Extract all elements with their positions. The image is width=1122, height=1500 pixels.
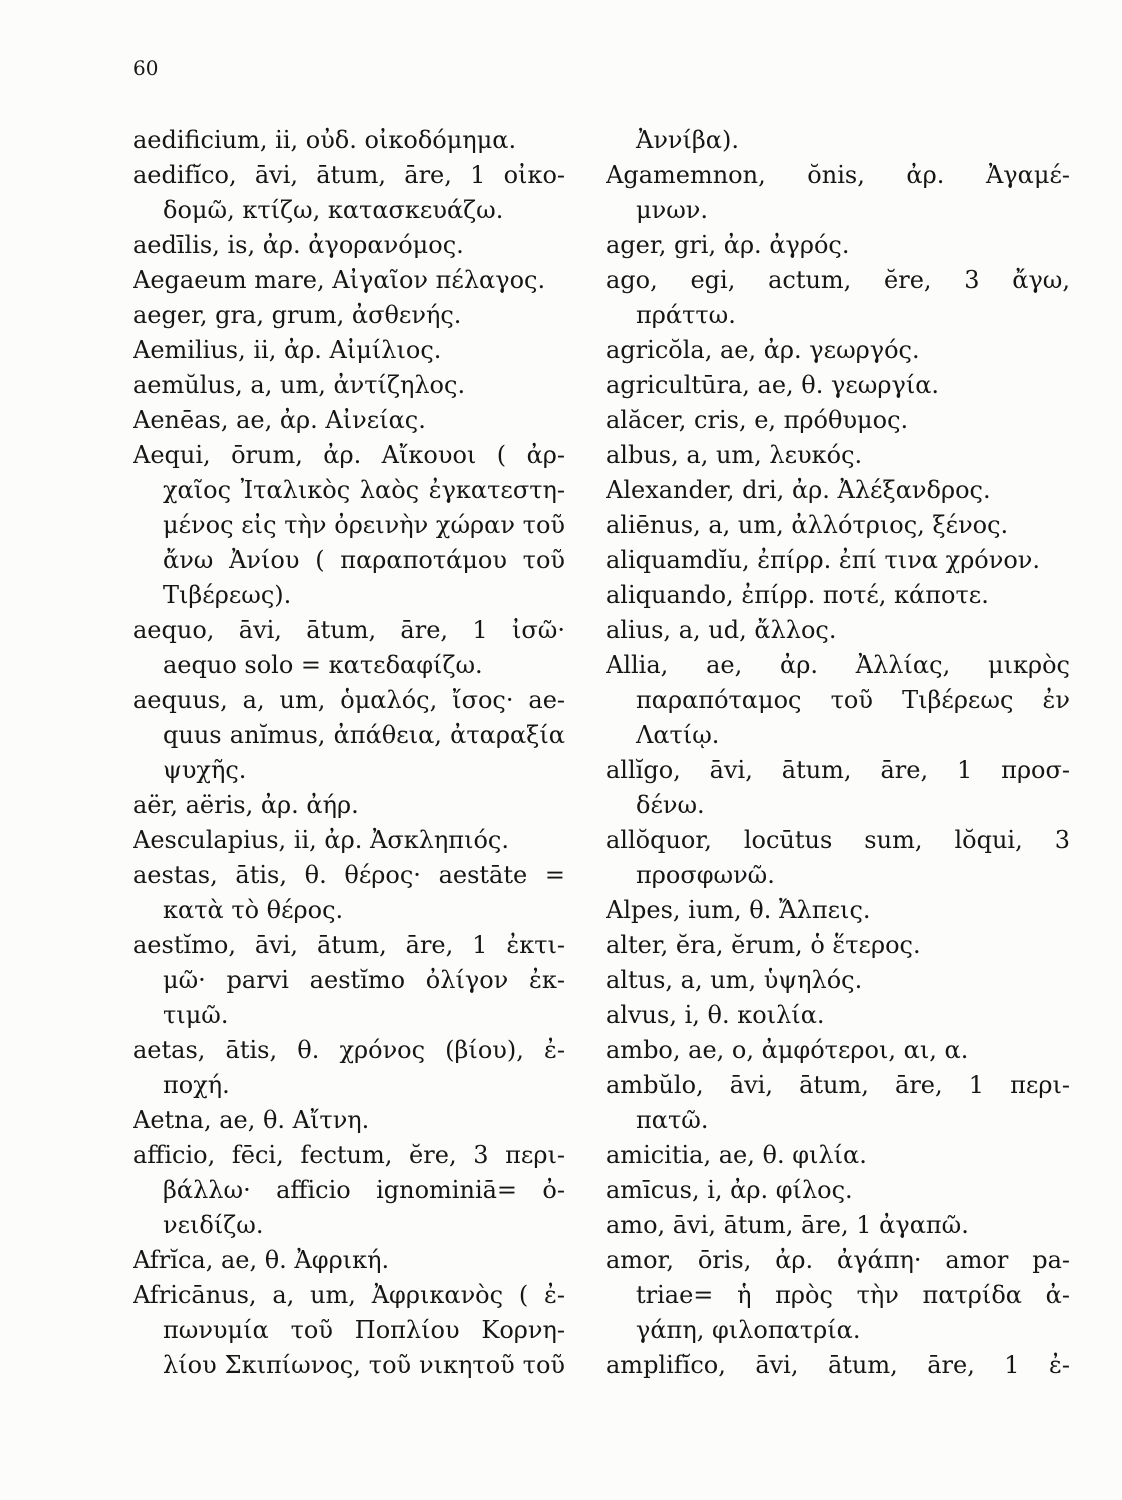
entry-line: δομῶ, κτίζω, κατασκευάζω. (163, 196, 504, 224)
entry-line: aequus, a, um, ὁμαλός, ἴσος· ae- (133, 686, 565, 714)
entry-line: Alpes, ium, θ. Ἄλπεις. (606, 896, 871, 924)
entry-line: Ἀννίβα). (636, 126, 739, 154)
entry-line: παραπόταμος τοῦ Τιβέρεως ἐν (636, 686, 1070, 714)
entry-line: Aequi, ōrum, ἀρ. Αἴκουοι ( ἀρ- (133, 441, 565, 469)
entry-line: πράττω. (636, 301, 736, 329)
entry-line: agricultūra, ae, θ. γεωργία. (606, 371, 940, 399)
entry-line: aliquamdĭu, ἐπίρρ. ἐπί τινα χρόνον. (606, 546, 1041, 574)
entry-line: amo, āvi, ātum, āre, 1 ἀγαπῶ. (606, 1211, 969, 1239)
entry-line: allŏquor, locūtus sum, lŏqui, 3 (606, 826, 1070, 854)
entry-line: aetas, ātis, θ. χρόνος (βίου), ἐ- (133, 1036, 565, 1064)
entry-line: afficio, fēci, fectum, ĕre, 3 περι- (133, 1141, 565, 1169)
entry-line: amīcus, i, ἀρ. φίλος. (606, 1176, 853, 1204)
entry-line: νειδίζω. (163, 1211, 264, 1239)
entry-line: Λατίῳ. (636, 721, 720, 749)
entry-line: aliēnus, a, um, ἀλλότριος, ξένος. (606, 511, 1009, 539)
entry-line: μῶ· parvi aestĭmo ὀλίγον ἐκ- (163, 966, 565, 994)
entry-line: alter, ĕra, ĕrum, ὁ ἕτερος. (606, 931, 921, 959)
entry-line: alvus, i, θ. κοιλία. (606, 1001, 825, 1029)
entry-line: χαῖος Ἰταλικὸς λαὸς ἐγκατεστη- (163, 476, 565, 504)
entry-line: Allia, ae, ἀρ. Ἀλλίας, μικρὸς (606, 651, 1070, 679)
entry-line: aestas, ātis, θ. θέρος· aestāte = (133, 861, 565, 889)
entry-line: κατὰ τὸ θέρος. (163, 896, 344, 924)
entry-line: amplifĭco, āvi, ātum, āre, 1 ἐ- (606, 1351, 1070, 1379)
entry-line: γάπη, φιλοπατρία. (636, 1316, 861, 1344)
entry-line: aequo solo = κατεδαφίζω. (163, 651, 483, 679)
entry-line: triae= ἡ πρὸς τὴν πατρίδα ἀ- (636, 1281, 1070, 1309)
entry-line: aedificium, ii, οὐδ. οἰκοδόμημα. (133, 126, 517, 154)
entry-line: προσφωνῶ. (636, 861, 775, 889)
entry-line: ἄνω Ἀνίου ( παραποτάμου τοῦ (163, 546, 565, 574)
entry-line: ambo, ae, o, ἀμφότεροι, αι, α. (606, 1036, 969, 1064)
entry-line: alius, a, ud, ἄλλος. (606, 616, 837, 644)
right-column (606, 123, 1070, 1383)
entry-line: alăcer, cris, e, πρόθυμος. (606, 406, 909, 434)
entry-line: aestĭmo, āvi, ātum, āre, 1 ἐκτι- (133, 931, 565, 959)
entry-line: aliquando, ἐπίρρ. ποτέ, κάποτε. (606, 581, 989, 609)
entry-line: allĭgo, āvi, ātum, āre, 1 προσ- (606, 756, 1070, 784)
entry-line: Τιβέρεως). (163, 581, 292, 609)
entry-line: albus, a, um, λευκός. (606, 441, 863, 469)
entry-line: Africānus, a, um, Ἀφρικανὸς ( ἐ- (133, 1281, 565, 1309)
entry-line: μνων. (636, 196, 708, 224)
entry-line: πατῶ. (636, 1106, 709, 1134)
entry-line: quus anĭmus, ἀπάθεια, ἀταραξία (163, 721, 565, 749)
entry-line: Aetna, ae, θ. Αἴτνη. (133, 1106, 370, 1134)
entry-line: μένος εἰς τὴν ὀρεινὴν χώραν τοῦ (163, 511, 565, 539)
entry-line: Aesculapius, ii, ἀρ. Ἀσκληπιός. (133, 826, 509, 854)
entry-line: aedīlis, is, ἀρ. ἀγορανόμος. (133, 231, 464, 259)
page-number: 60 (133, 56, 159, 80)
entry-line: aeger, gra, grum, ἀσθενής. (133, 301, 462, 329)
entry-line: aër, aëris, ἀρ. ἀήρ. (133, 791, 359, 819)
entry-line: altus, a, um, ὑψηλός. (606, 966, 863, 994)
entry-line: aedifĭco, āvi, ātum, āre, 1 οἰκο- (133, 161, 565, 189)
entry-line: Afrĭca, ae, θ. Ἀφρική. (133, 1246, 390, 1274)
entry-line: Agamemnon, ŏnis, ἀρ. Ἀγαμέ- (606, 161, 1070, 189)
entry-line: aequo, āvi, ātum, āre, 1 ἰσῶ· (133, 616, 565, 644)
entry-line: πωνυμία τοῦ Ποπλίου Κορνη- (163, 1316, 565, 1344)
entry-line: λίου Σκιπίωνος, τοῦ νικητοῦ τοῦ (163, 1351, 565, 1379)
entry-line: amor, ōris, ἀρ. ἀγάπη· amor pa- (606, 1246, 1070, 1274)
left-column (133, 123, 565, 1383)
entry-line: Aenēas, ae, ἀρ. Αἰνείας. (133, 406, 426, 434)
entry-line: ψυχῆς. (163, 756, 247, 784)
entry-line: Aegaeum mare, Αἰγαῖον πέλαγος. (133, 266, 546, 294)
entry-line: ποχή. (163, 1071, 230, 1099)
entry-line: Aemilius, ii, ἀρ. Αἰμίλιος. (133, 336, 442, 364)
entry-line: agricŏla, ae, ἀρ. γεωργός. (606, 336, 920, 364)
entry-line: Alexander, dri, ἀρ. Ἀλέξανδρος. (606, 476, 991, 504)
entry-line: τιμῶ. (163, 1001, 229, 1029)
entry-line: ambŭlo, āvi, ātum, āre, 1 περι- (606, 1071, 1070, 1099)
entry-line: βάλλω· afficio ignominiā= ὀ- (163, 1176, 565, 1204)
entry-line: amicitia, ae, θ. φιλία. (606, 1141, 867, 1169)
entry-line: ago, egi, actum, ĕre, 3 ἄγω, (606, 266, 1070, 294)
entry-line: aemŭlus, a, um, ἀντίζηλος. (133, 371, 466, 399)
entry-line: ager, gri, ἀρ. ἀγρός. (606, 231, 850, 259)
entry-line: δένω. (636, 791, 705, 819)
